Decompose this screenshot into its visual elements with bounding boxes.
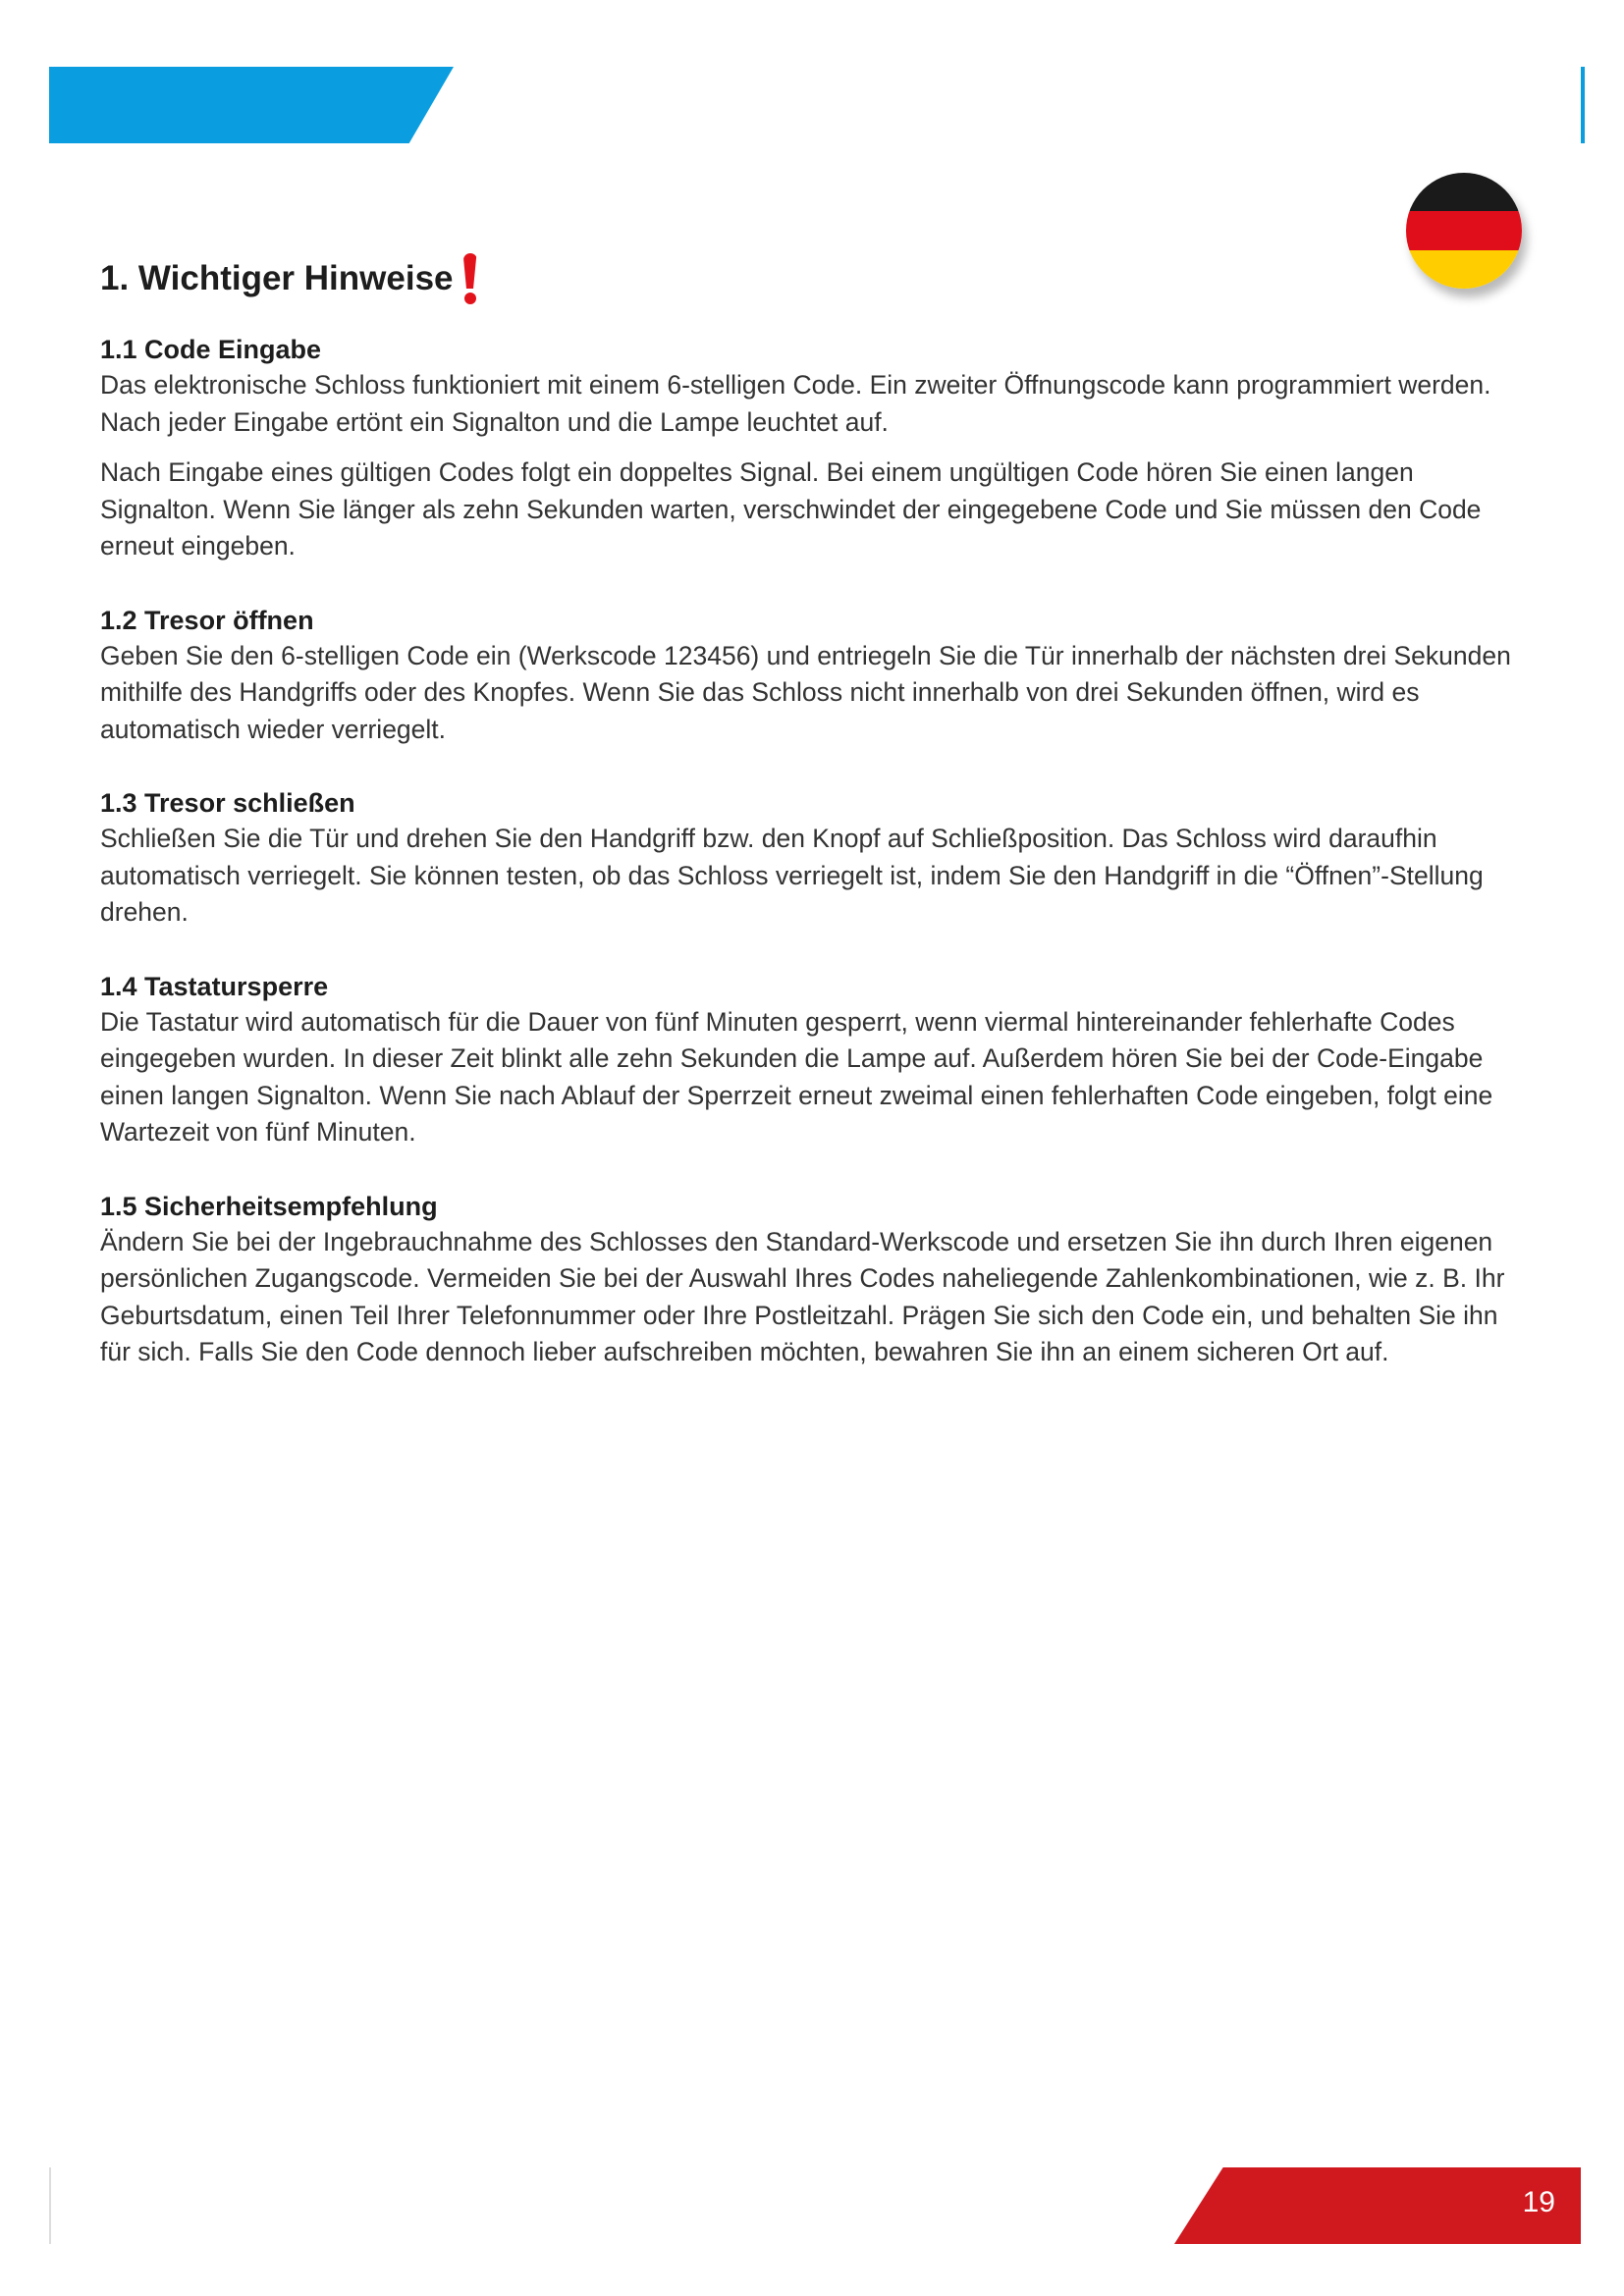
section-heading: 1.1 Code Eingabe [100,335,322,364]
section-heading: 1.4 Tastatursperre [100,971,329,1001]
section-paragraph: Die Tastatur wird automatisch für die Dauer von fünf Minuten gesperrt, wenn viermal hintereinander fehlerhafte Codes eingegeben wurden. In dieser Zeit blinkt alle zehn Sekunden die Lampe auf. Außerdem hören Sie bei der Code-Eingabe einen langen Signalton. Wenn Sie nach Ablauf der Sperrzeit erneut zweimal einen fehlerhaften Code eingeben, folgt eine Wartezeit von fünf Minuten. [100,1006,1493,1147]
section-paragraph: Schließen Sie die Tür und drehen Sie den Handgriff bzw. den Knopf auf Schließposition. Das Schloss wird daraufhin automatisch verriegelt. Sie können testen, ob das Schloss verriegelt ist, indem Sie den Handgriff in die “Öffnen”-Stellung drehen. [100,824,1484,927]
section-tresor-schliessen [100,785,1524,932]
section-paragraph: Ändern Sie bei der Ingebrauchnahme des Schlosses den Standard-Werkscode und ersetzen Sie ihn durch Ihren eigenen persönlichen Zugangscode. Vermeiden Sie bei der Auswahl Ihres Codes naheliegende Zahlenkombinationen, wie z. B. Ihr Geburtsdatum, einen Teil Ihrer Telefonnummer oder Ihre Postleitzahl. Prägen Sie sich den Code ein, und behalten Sie ihn für sich. Falls Sie den Code dennoch lieber aufschreiben möchten, bewahren Sie ihn an einem sicheren Ort auf. [100,1226,1505,1366]
section-paragraph: Nach Eingabe eines gültigen Codes folgt ein doppeltes Signal. Bei einem ungültigen Code hören Sie einen langen Signalton. Wenn Sie länger als zehn Sekunden warten, verschwindet der eingegebene Code und Sie müssen den Code erneut eingeben. [100,457,1482,561]
exclamation-icon [463,253,477,304]
header-accent-line [1581,67,1585,143]
flag-stripe-black [1406,173,1522,211]
footer-accent-bar [1174,2167,1581,2244]
footer-accent-line [49,2167,51,2244]
section-tresor-oeffnen [100,603,1524,749]
section-code-eingabe [100,332,1524,565]
section-tastatursperre [100,969,1524,1151]
page-number: 19 [1522,2186,1555,2218]
page-title [100,253,1524,304]
section-heading: 1.5 Sicherheitsempfehlung [100,1191,438,1221]
flag-stripe-red [1406,211,1522,249]
section-heading: 1.3 Tresor schließen [100,788,355,818]
page-content [100,253,1524,1409]
header-accent-bar [49,67,454,143]
page-title-text: 1. Wichtiger Hinweise [100,259,454,297]
section-heading: 1.2 Tresor öffnen [100,605,314,635]
section-paragraph: Das elektronische Schloss funktioniert mit einem 6-stelligen Code. Ein zweiter Öffnungscode kann programmiert werden. Nach jeder Eingabe ertönt ein Signalton und die Lampe leuchtet auf. [100,370,1491,437]
section-paragraph: Geben Sie den 6-stelligen Code ein (Werkscode 123456) und entriegeln Sie die Tür innerhalb der nächsten drei Sekunden mithilfe des Handgriffs oder des Knopfes. Wenn Sie das Schloss nicht innerhalb von drei Sekunden öffnen, wird es automatisch wieder verriegelt. [100,640,1511,744]
section-sicherheitsempfehlung [100,1189,1524,1371]
